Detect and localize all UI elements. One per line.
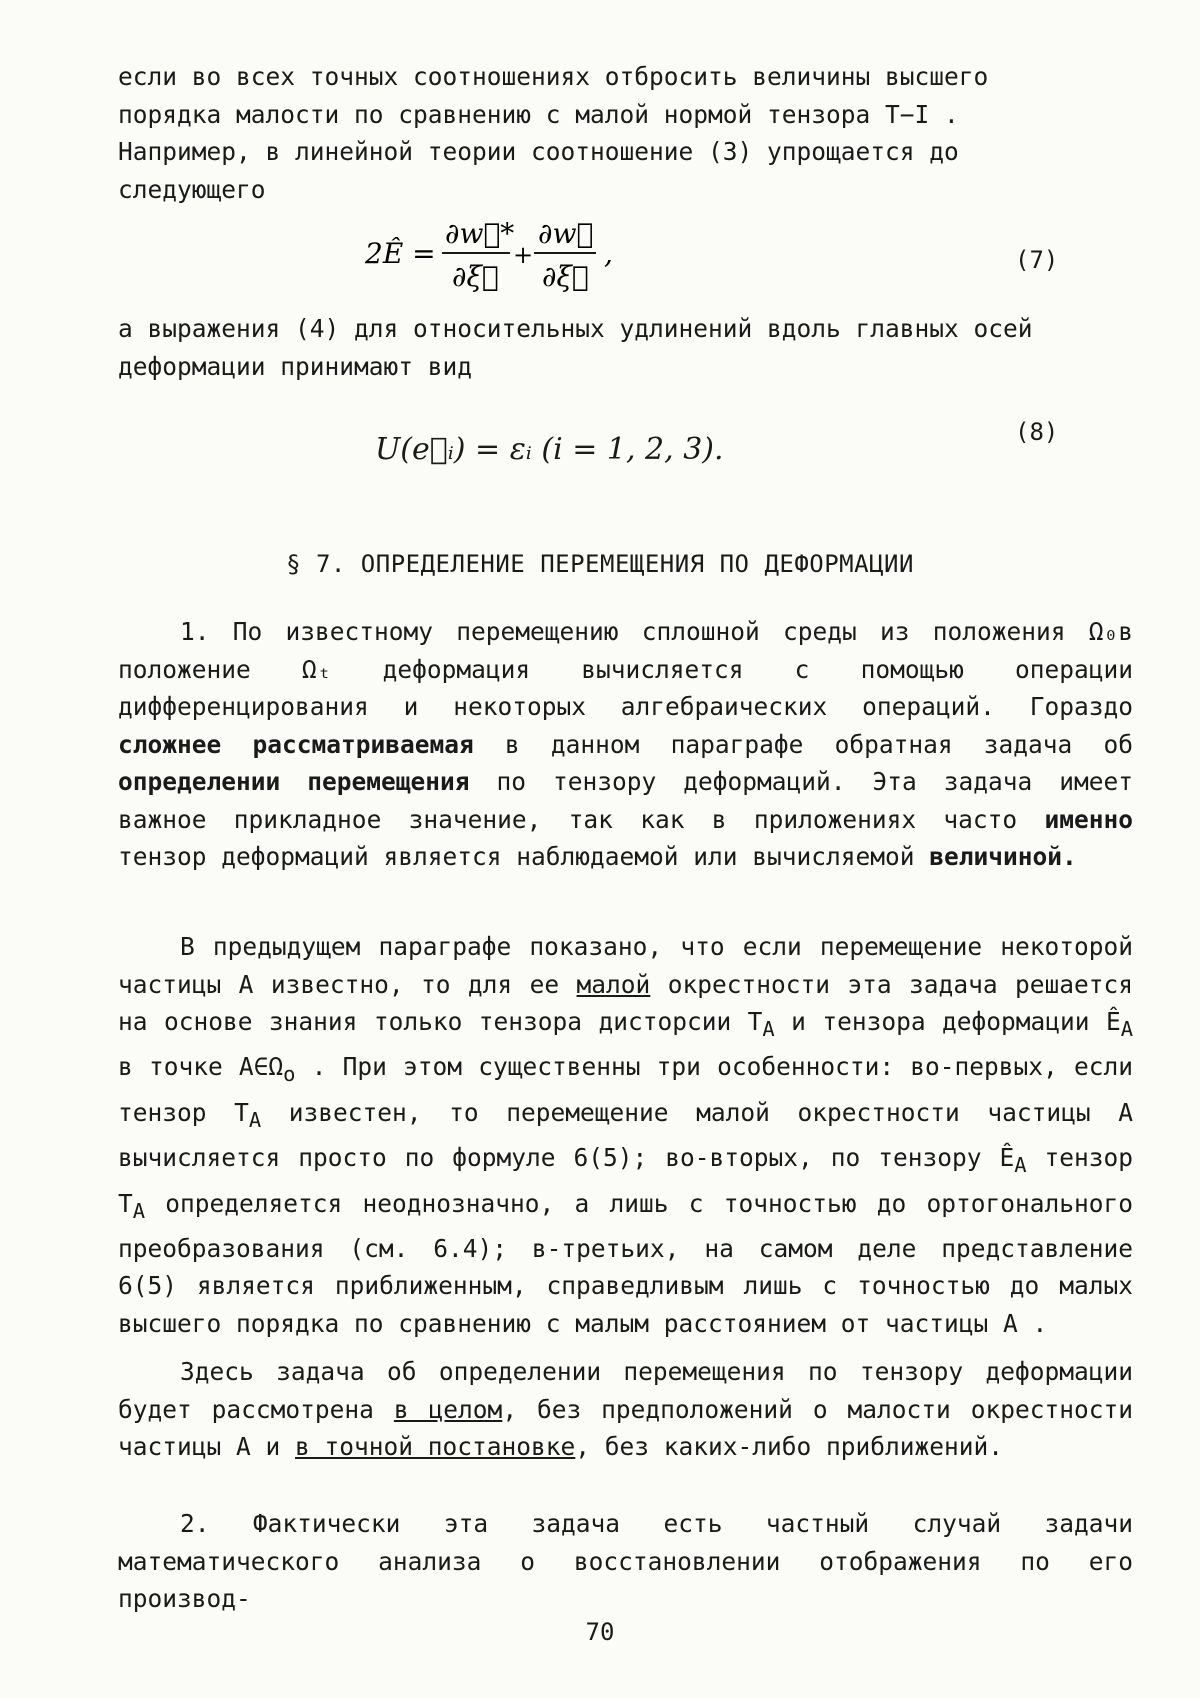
p1-bold-1: сложнее рассматриваемая: [118, 729, 474, 759]
p1-text-a: 1. По известному перемещению сплошной среды из положения Ω: [180, 617, 1104, 646]
p2-sub-2: A: [1120, 1016, 1133, 1041]
middle-paragraph: [118, 310, 1133, 385]
p3-underlined-whole: в целом: [393, 1394, 503, 1424]
p2-sub-5: A: [1014, 1153, 1027, 1178]
p2-sub-6: A: [132, 1198, 146, 1223]
p2-text-b: окрестности эта задача решается на основе знания только тензора дисторсии T: [118, 969, 1133, 1036]
p2-text-c: и тензора деформации Ê: [774, 1007, 1121, 1036]
page-number: 70: [585, 1618, 615, 1646]
paragraph-3: [118, 1353, 1133, 1466]
middle-line-1: а выражения (4) для относительных удлинений вдоль главных осей: [118, 314, 1033, 343]
intro-line-2: порядка малости по сравнению с малой нормой тензора T−I .: [118, 99, 959, 129]
eq7-num1: ∂w⃗*: [445, 217, 515, 250]
p3-text-c: , без каких-либо приближений.: [575, 1432, 1004, 1461]
eq7-plus: +: [513, 241, 534, 269]
intro-line-1: если во всех точных соотношениях отбросить величины высшего: [118, 62, 989, 91]
p1-text-d: в данном параграфе обратная задача об: [473, 729, 1133, 759]
equation-7-number: (7): [1015, 246, 1059, 274]
p2-text-e: . При этом существенны три особенности: во-первых, если тензор T: [118, 1052, 1133, 1127]
p1-bold-3: именно: [1044, 804, 1133, 834]
middle-line-2: деформации принимают вид: [118, 351, 473, 381]
p3-text-b: , без предположений о малости окрестности частицы A и: [118, 1394, 1133, 1461]
p1-text-b: ₀в положение Ω: [118, 617, 1133, 684]
eq7-den1: ∂ξ⃗: [452, 260, 499, 293]
eq7-lhs: 2Ê =: [365, 237, 436, 270]
equation-7: [360, 208, 660, 298]
p2-text-f: известен, то перемещение малой окрестности частицы A вычисляется просто по формуле 6(5); во-вторых, по тензору Ê: [118, 1097, 1133, 1173]
p2-text-g: тензор T: [118, 1143, 1133, 1218]
p1-text-e: по тензору деформаций. Эта задача имеет важное прикладное значение, так как в приложениях часто: [118, 767, 1133, 834]
paragraph-2: [118, 928, 1133, 1342]
section-heading: § 7. ОПРЕДЕЛЕНИЕ ПЕРЕМЕЩЕНИЯ ПО ДЕФОРМАЦИИ: [286, 550, 914, 578]
p2-text-a: В предыдущем параграфе показано, что если перемещение некоторой частицы A известно, то для ее: [118, 932, 1133, 999]
p3-text-a: Здесь задача об определении перемещения по тензору деформации будет рассмотрена: [118, 1357, 1133, 1424]
p2-underlined-small: малой: [576, 969, 651, 999]
equation-8: U(e⃗ᵢ) = εᵢ (i = 1, 2, 3).: [375, 432, 724, 467]
intro-line-3: Например, в линейной теории соотношение (3) упрощается до: [118, 137, 959, 166]
p1-bold-4: величиной.: [929, 842, 1077, 871]
p2-sub-1: A: [762, 1016, 775, 1041]
paragraph-4: 2. Фактически эта задача есть частный случай задачи математического анализа о восстановлении отображения по его производ-: [118, 1509, 1133, 1613]
intro-paragraph: [118, 58, 1133, 208]
p3-underlined-exact: в точной постановке: [295, 1432, 576, 1461]
p2-text-d: в точке A∈Ω: [118, 1052, 284, 1082]
p2-sub-4: A: [248, 1107, 262, 1132]
p2-sub-3: o: [283, 1062, 296, 1087]
p2-text-h: определяется неоднозначно, а лишь с точностью до ортогонального преобразования (см. 6.4); в-третьих, на самом деле представление 6(5) является приближенным, справедливым лишь с точностью до малых высшего порядка по сравнению с малым расстоянием от частицы A .: [118, 1188, 1133, 1338]
p1-text-f: тензор деформаций является наблюдаемой или вычисляемой: [118, 842, 930, 871]
p1-bold-2: определении перемещения: [118, 767, 470, 796]
eq7-comma: ,: [604, 237, 613, 270]
p1-text-c: ₜ деформация вычисляется с помощью операции дифференцирования и некоторых алгебраических операций. Гораздо: [118, 654, 1133, 721]
eq7-den2: ∂ξ⃗: [542, 260, 589, 293]
equation-8-number: (8): [1015, 418, 1059, 446]
intro-line-4: следующего: [118, 174, 266, 204]
paragraph-1: [118, 613, 1133, 876]
eq7-num2: ∂w⃗: [538, 217, 594, 250]
